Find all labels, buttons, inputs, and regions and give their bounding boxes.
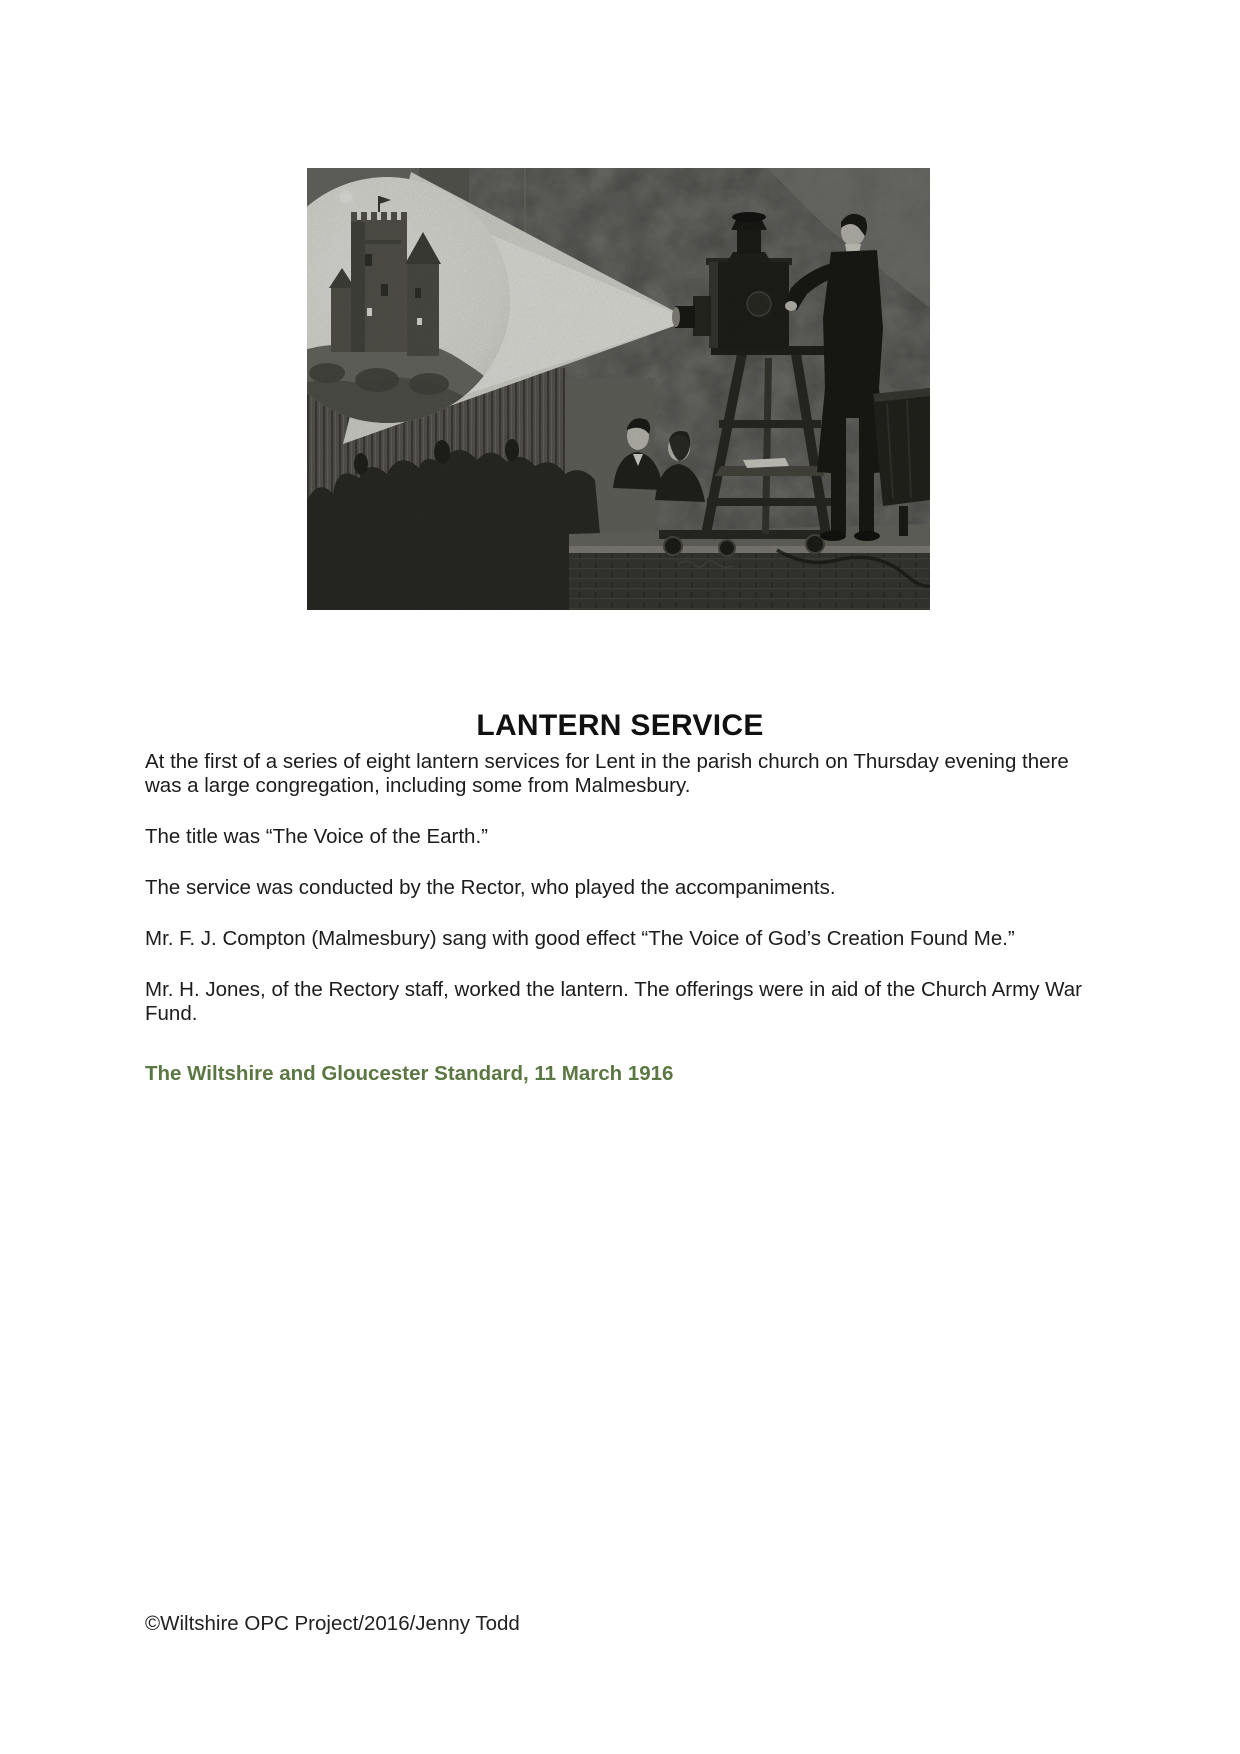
copyright-footer: ©Wiltshire OPC Project/2016/Jenny Todd	[145, 1612, 520, 1635]
article-title: LANTERN SERVICE	[476, 709, 764, 743]
lantern-show-illustration	[307, 168, 930, 610]
article-paragraph: The service was conducted by the Rector, who played the accompaniments.	[145, 876, 836, 899]
article-paragraph: At the first of a series of eight lantern services for Lent in the parish church on Thursday evening there was a large congregation, including some from Malmesbury.	[145, 750, 1069, 797]
article-paragraph: Mr. F. J. Compton (Malmesbury) sang with good effect “The Voice of God’s Creation Found Me.”	[145, 927, 1015, 950]
article-body	[145, 750, 1095, 1053]
article-paragraph: The title was “The Voice of the Earth.”	[145, 825, 488, 848]
article-paragraph: Mr. H. Jones, of the Rectory staff, worked the lantern. The offerings were in aid of the Church Army War Fund.	[145, 978, 1082, 1025]
source-citation: The Wiltshire and Gloucester Standard, 11 March 1916	[145, 1062, 674, 1085]
